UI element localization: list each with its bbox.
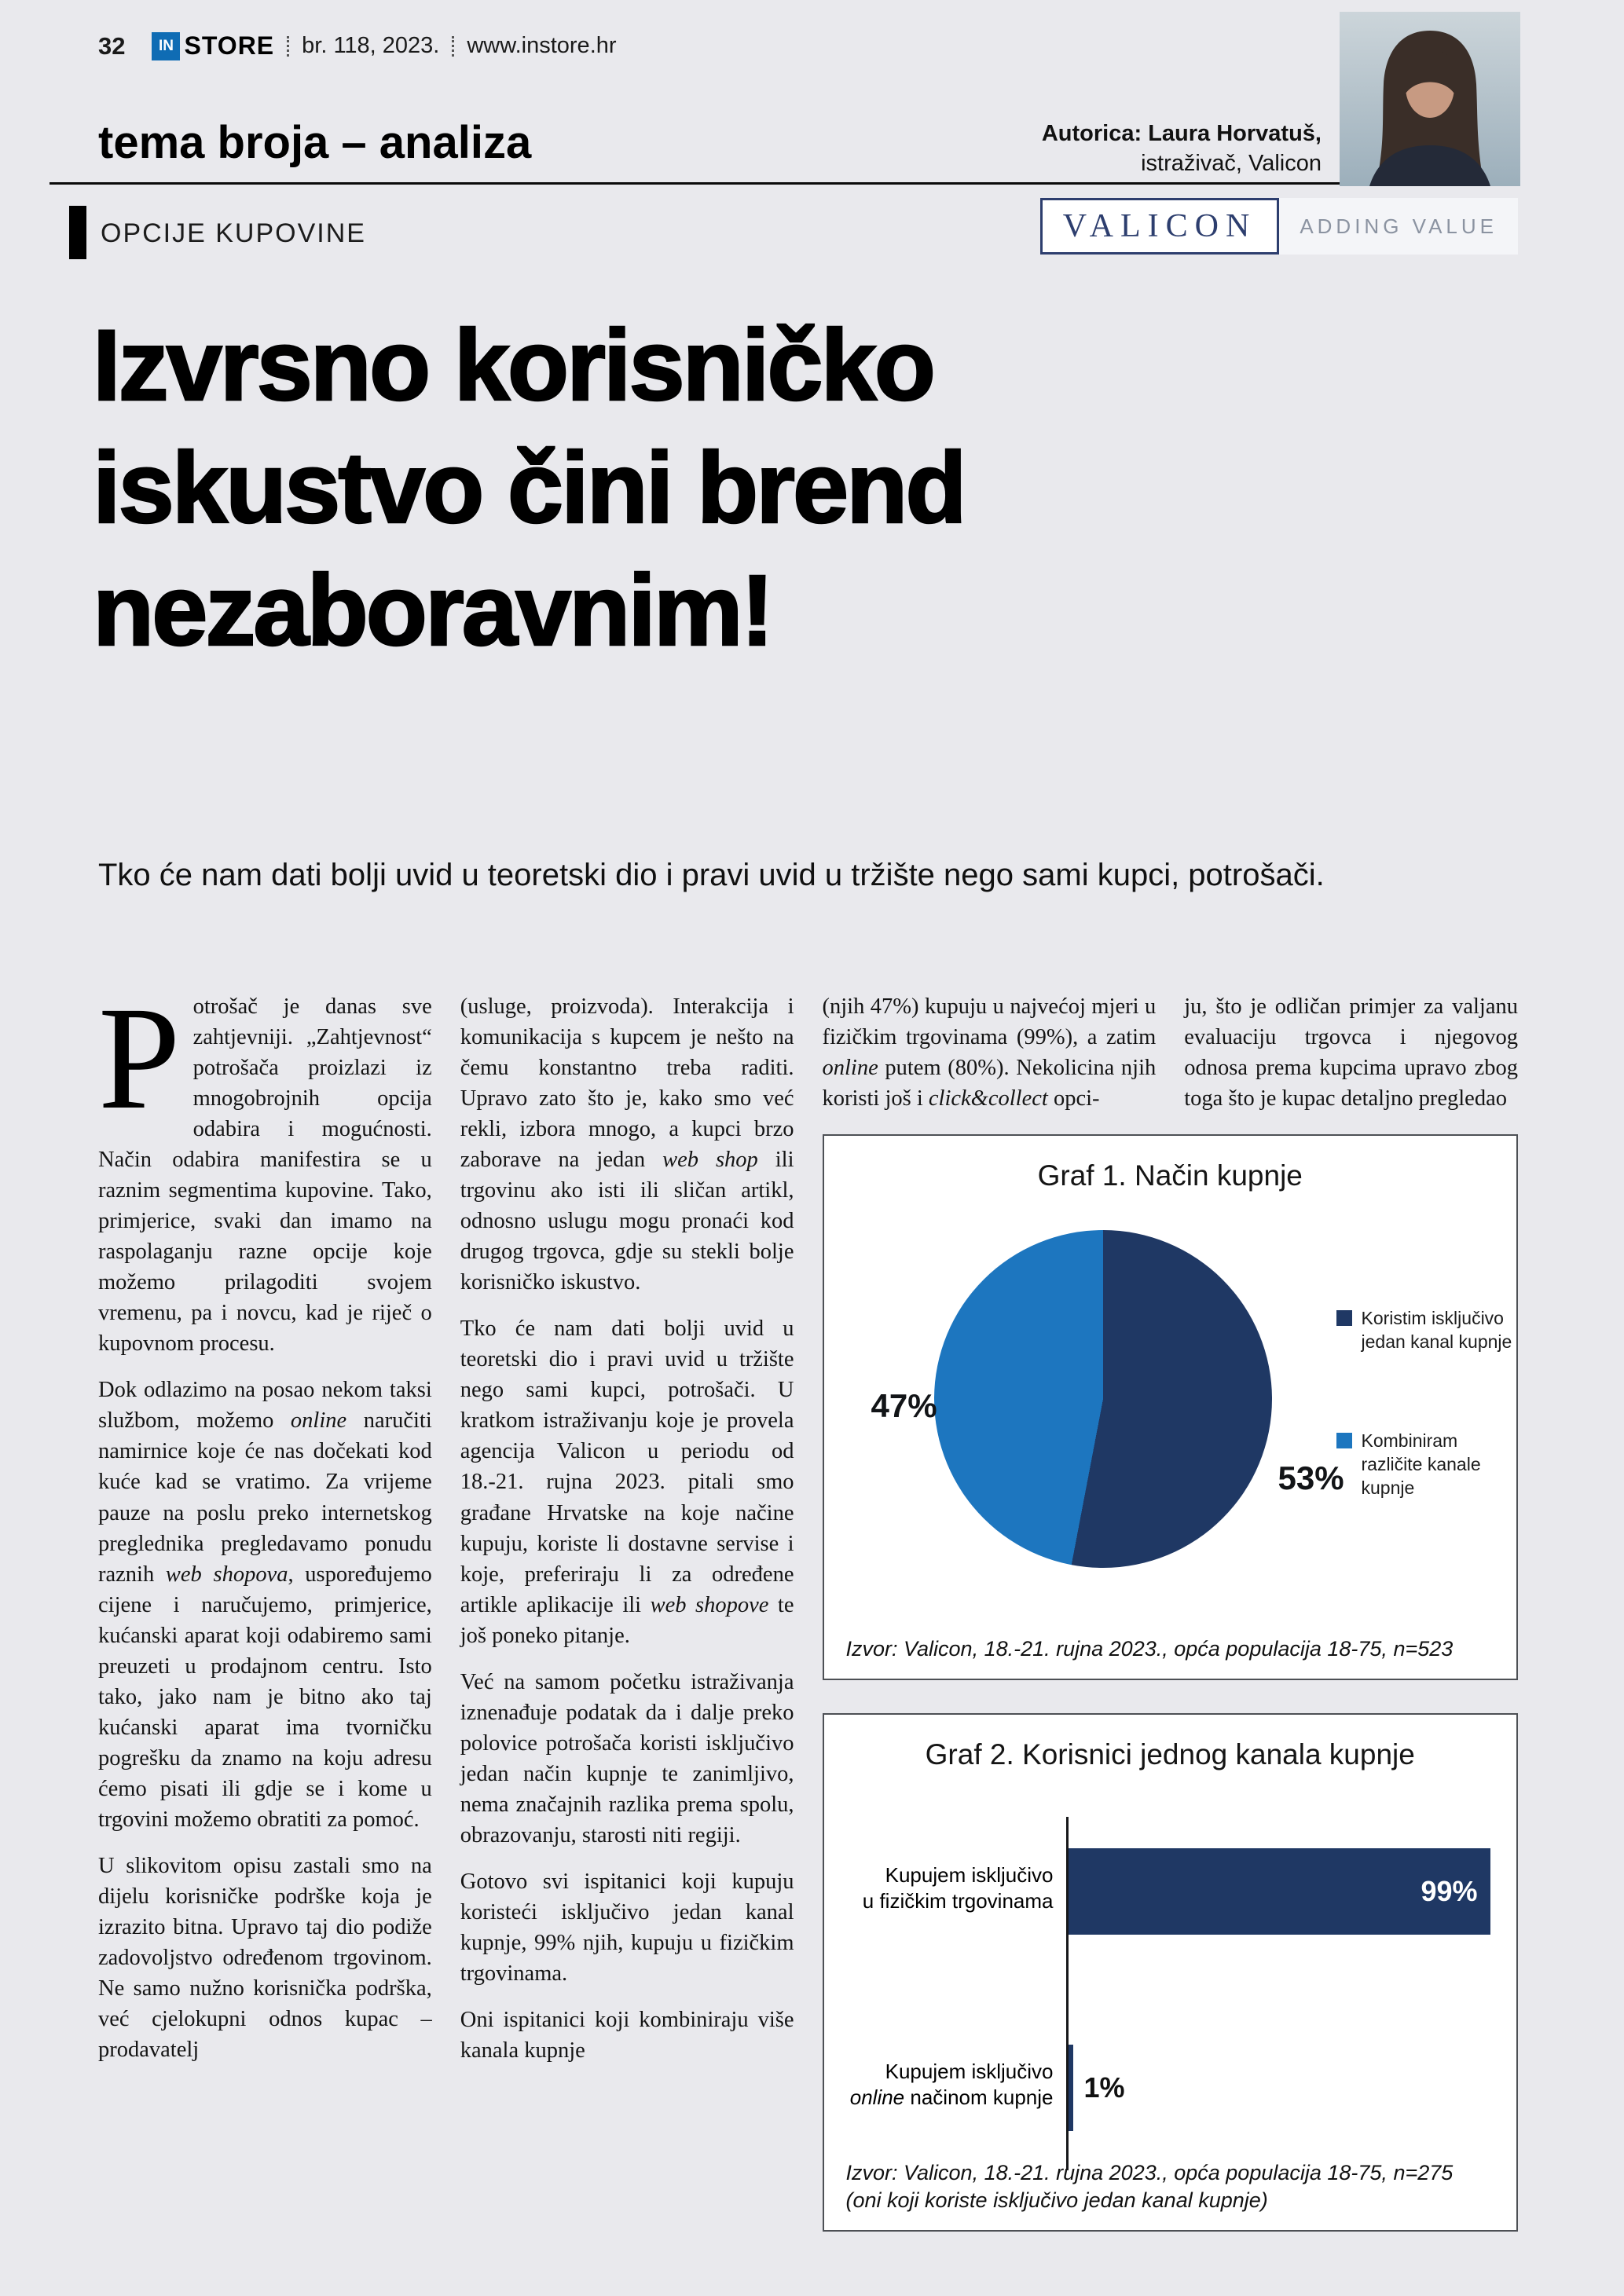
article-body xyxy=(98,976,1518,2296)
bar-row xyxy=(1069,2045,1495,2131)
divider xyxy=(452,36,454,57)
kicker: OPCIJE KUPOVINE xyxy=(101,218,366,248)
chart2-source xyxy=(846,2159,1454,2214)
text-column-1: Potrošač je danas sve zahtjevniji. „Zahtjevnost“ potrošača proizlazi iz mnogobrojnih opcija odabira i mogućnosti. Način odabira manifestira se u raznim segmentima kupovine. Tako, primjerice, svaki dan imamo na raspolaganju razne opcije koje možemo prilagoditi svojem vremenu, pa i novcu, kad je riječ o kupovnom procesu. Dok odlazimo na posao nekom taksi službom, možemo online naručiti namirnice koje će nas dočekati kod kuće kad se vratimo. Za vrijeme pauze na poslu preko internetskog preglednika pregledavamo ponudu raznih web shopova, uspoređujemo cijene i naručujemo, primjerice, kućanski aparat koji odabiremo sami preuzeti u prodajnom centru. Isto tako, jako nam je bitno ako taj kućanski aparat ima tvorničku pogrešku da znamo na koju adresu ćemo pisati ili gdje se i kome u trgovini možemo obratiti za pomoć. U slikovitom opisu zastali smo na dijelu korisničke podrške koja je izrazito bitna. Upravo taj dio podiže zadovoljstvo određenom trgovinom. Ne samo nužno korisnička podrška, već cjelokupni odnos kupac – prodavatelj xyxy=(98,976,432,2063)
chart2-title: Graf 2. Korisnici jednog kanala kupnje xyxy=(925,1738,1415,1771)
right-column-area xyxy=(823,991,1519,2296)
valicon-logo xyxy=(1040,198,1518,255)
text-column-3: (njih 47%) kupuju u najvećoj mjeri u fizičkim trgovinama (99%), a zatim online putem (80%). Nekolicina njih koristi još i click&collect opci- xyxy=(822,994,1157,1111)
masthead xyxy=(98,31,1518,60)
pie-value-label-53: 53% xyxy=(1278,1459,1344,1497)
pie-value-label-47: 47% xyxy=(871,1387,937,1425)
author-photo-image xyxy=(1340,12,1520,186)
headline-line: iskustvo čini brend xyxy=(93,432,965,545)
chart1-legend xyxy=(1336,1307,1516,1575)
instore-logo xyxy=(152,31,274,60)
chart1-source: Izvor: Valicon, 18.-21. rujna 2023., opća populacija 18-75, n=523 xyxy=(845,1637,1454,1661)
legend-color-swatch xyxy=(1336,1433,1352,1448)
text-column-4: ju, što je odličan primjer za valjanu evaluaciju trgovca i njegovog odnosa prema kupcima upravo zbog toga što je kupac detaljno pregledao xyxy=(1184,994,1518,1111)
pie-chart xyxy=(934,1230,1272,1568)
headline xyxy=(93,305,965,672)
headline-line: Izvrsno korisničko xyxy=(93,309,933,422)
website-url: www.instore.hr xyxy=(467,33,617,58)
drop-cap: P xyxy=(98,976,181,1140)
issue-number: br. 118, 2023. xyxy=(302,33,440,58)
author-photo xyxy=(1340,12,1520,186)
header-rule xyxy=(49,182,1518,185)
bar-value-label: 1% xyxy=(1083,2071,1125,2104)
kicker-accent-bar xyxy=(69,206,86,259)
instore-logo-mark: IN xyxy=(152,32,180,60)
text-column-2: (usluge, proizvoda). Interakcija i komunikacija s kupcem je nešto na čemu konstantno treba raditi. Upravo zato što je, kako smo već rekli, izbora mnogo, a kupci brzo zaborave na jedan web shop ili trgovinu ako isti ili sličan artikl, odnosno uslugu mogu pronaći kod drugog trgovca, gdje su stekli bolje korisničko iskustvo. Tko će nam dati bolji uvid u teoretski dio i pravi uvid u tržište nego sami kupci, potrošači. U kratkom istraživanju koje je provela agencija Valicon u periodu od 18.-21. rujna 2023. pitali smo građane Hrvatske na koje načine kupuju, koriste li dostavne servise i koje, preferiraju li za određene artikle aplikacije ili web shopove te još poneko pitanje. Već na samom početku istraživanja iznenađuje podatak da i dalje preko polovice potrošača koristi isključivo jedan način kupnje te zanimljivo, nema značajnih razlika prema spolu, obrazovanju, starosti niti regiji. Gotovo svi ispitanici koji kupuju koristeći isključivo jedan kanal kupnje, 99% njih, kupuju u fizičkim trgovinama. Oni ispitanici koji kombiniraju više kanala kupnje xyxy=(460,994,794,2063)
legend-label: Kombiniram različite kanale kupnje xyxy=(1361,1430,1481,1498)
chart2-panel xyxy=(823,1713,1519,2232)
chart2-source-line1: Izvor: Valicon, 18.-21. rujna 2023., opća populacija 18-75, n=275 xyxy=(845,2160,1454,2184)
chart2-category-labels xyxy=(846,1817,1066,2170)
bar-fizicke-trgovine xyxy=(1069,1848,1490,1935)
author-credit xyxy=(1042,119,1322,178)
valicon-logo-name: VALICON xyxy=(1040,198,1280,255)
chart2-source-line2: (oni koji koriste isključivo jedan kanal kupnje) xyxy=(845,2188,1268,2213)
legend-item xyxy=(1336,1430,1516,1500)
author-name: Autorica: Laura Horvatuš, xyxy=(1041,121,1322,146)
short-columns xyxy=(823,991,1519,1114)
category-label: Kupujem isključivo u fizičkim trgovinama xyxy=(862,1863,1054,1913)
standfirst: Tko će nam dati bolji uvid u teoretski dio i pravi uvid u tržište nego sami kupci, potrošači. xyxy=(98,858,1325,892)
bar-row xyxy=(1069,1848,1495,1935)
chart1-panel xyxy=(823,1134,1519,1680)
bar-online xyxy=(1069,2045,1073,2131)
valicon-logo-tagline: ADDING VALUE xyxy=(1279,198,1518,255)
instore-logo-text: STORE xyxy=(184,31,275,60)
section-title: tema broja – analiza xyxy=(98,117,532,168)
page-number: 32 xyxy=(98,31,126,60)
chart1-title: Graf 1. Način kupnje xyxy=(1037,1159,1303,1192)
headline-line: nezaboravnim! xyxy=(93,555,772,668)
legend-item xyxy=(1336,1307,1516,1354)
legend-label: Koristim isključivo jedan kanal kupnje xyxy=(1361,1308,1512,1353)
bar-value-label: 99% xyxy=(1421,1875,1478,1908)
author-role: istraživač, Valicon xyxy=(1141,150,1322,176)
legend-color-swatch xyxy=(1336,1310,1352,1326)
divider xyxy=(287,36,289,57)
category-label: Kupujem isključivo online načinom kupnje xyxy=(849,2060,1054,2110)
chart2-plot-area xyxy=(1066,1817,1495,2170)
